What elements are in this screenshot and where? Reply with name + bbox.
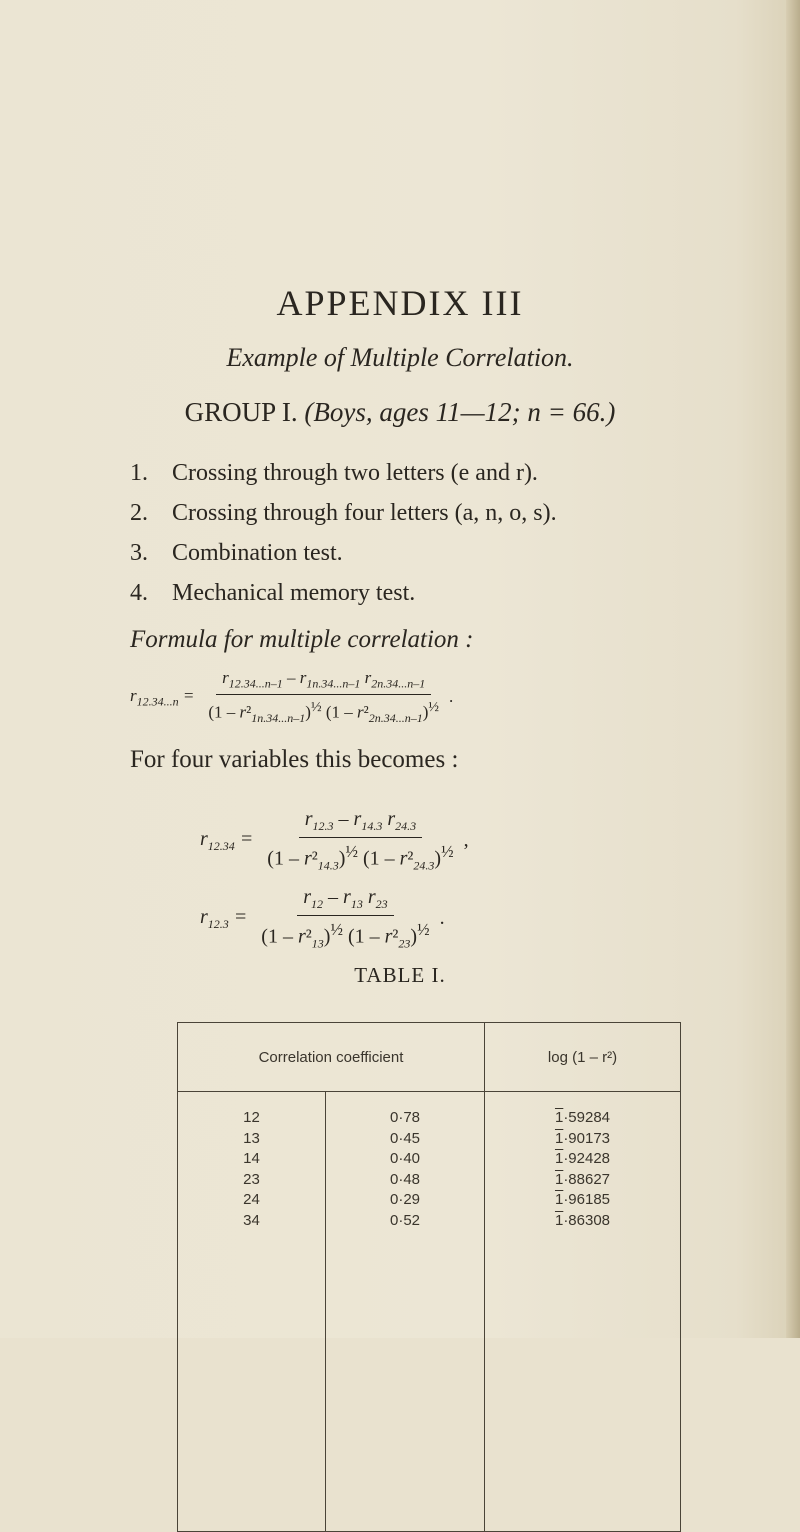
formula-r12-34: $r_{12.34}$ = $\frac{r_{12.3} - r_{14.3} r_{24.3}}{(1 - r^2_{14.3})^{\frac{1}{2}} (1 - r^2_{24.3})^{\frac{1}{2}}}$ , [200, 808, 469, 873]
test-list [130, 460, 750, 620]
four-variables-heading: For four variables this becomes : [130, 746, 459, 773]
table-title: TABLE I. [354, 963, 446, 987]
table-cell: 0·78 [389, 1109, 421, 1126]
page-edge [786, 0, 800, 1338]
table-cell: 1·88627 [554, 1170, 611, 1188]
list-item: 4. Mechanical memory test. [130, 580, 416, 606]
table-cell: 0·45 [389, 1129, 421, 1147]
table-cell: 1·92428 [554, 1150, 611, 1167]
table-cell: 24 [243, 1191, 260, 1208]
pair-column [178, 1108, 325, 1231]
group-prefix: GROUP I. [184, 397, 298, 427]
table-cell: 0·40 [389, 1150, 421, 1167]
correlation-table [177, 1022, 681, 1532]
table-cell: 1·59284 [554, 1109, 611, 1126]
header-log: log (1 – r²) [547, 1048, 618, 1066]
group-line [0, 397, 800, 428]
group-n: n = 66.) [527, 397, 616, 427]
table-cell: 23 [243, 1170, 260, 1188]
header-divider [178, 1091, 680, 1092]
table-cell: 1·90173 [554, 1129, 611, 1147]
formula-heading: Formula for multiple correlation : [130, 626, 474, 653]
table-cell: 34 [243, 1211, 260, 1229]
list-item: 2. Crossing through four letters (a, n, o, s). [130, 500, 557, 526]
table-cell: 12 [243, 1109, 260, 1126]
table-cell: 0·52 [389, 1211, 421, 1229]
r-column [326, 1108, 484, 1231]
table-cell: 1·96185 [554, 1191, 611, 1208]
table-cell: 0·29 [389, 1191, 421, 1208]
header-correlation-coefficient: Correlation coefficient [258, 1048, 404, 1066]
table-cell: 14 [243, 1150, 260, 1167]
group-detail: (Boys, ages 11—12; [304, 397, 521, 427]
log-column [485, 1108, 680, 1231]
example-title: Example of Multiple Correlation. [226, 343, 574, 372]
table-cell: 1·86308 [554, 1211, 611, 1229]
column-divider [484, 1023, 485, 1531]
table-cell: 13 [243, 1129, 260, 1147]
list-item: 3. Combination test. [130, 540, 343, 566]
table-cell: 0·48 [389, 1170, 421, 1188]
list-item: 1. Crossing through two letters (e and r). [130, 460, 538, 486]
appendix-title: APPENDIX III [276, 283, 524, 323]
general-formula: $r_{12.34...n}$ = $\frac{r_{12.34...n-1} - r_{1n.34...n-1} r_{2n.34...n-1}}{(1 - r^2_{1n.34...n-1})^{\frac{1}{2}} (1 - r^2_{2n.34...n-1})^{\frac{1}{2}}}$ . [130, 668, 454, 726]
formula-r12-3: $r_{12.3}$ = $\frac{r_{12} - r_{13} r_{23}}{(1 - r^2_{13})^{\frac{1}{2}} (1 - r^2_{23})^{\frac{1}{2}}}$ . [200, 886, 445, 951]
